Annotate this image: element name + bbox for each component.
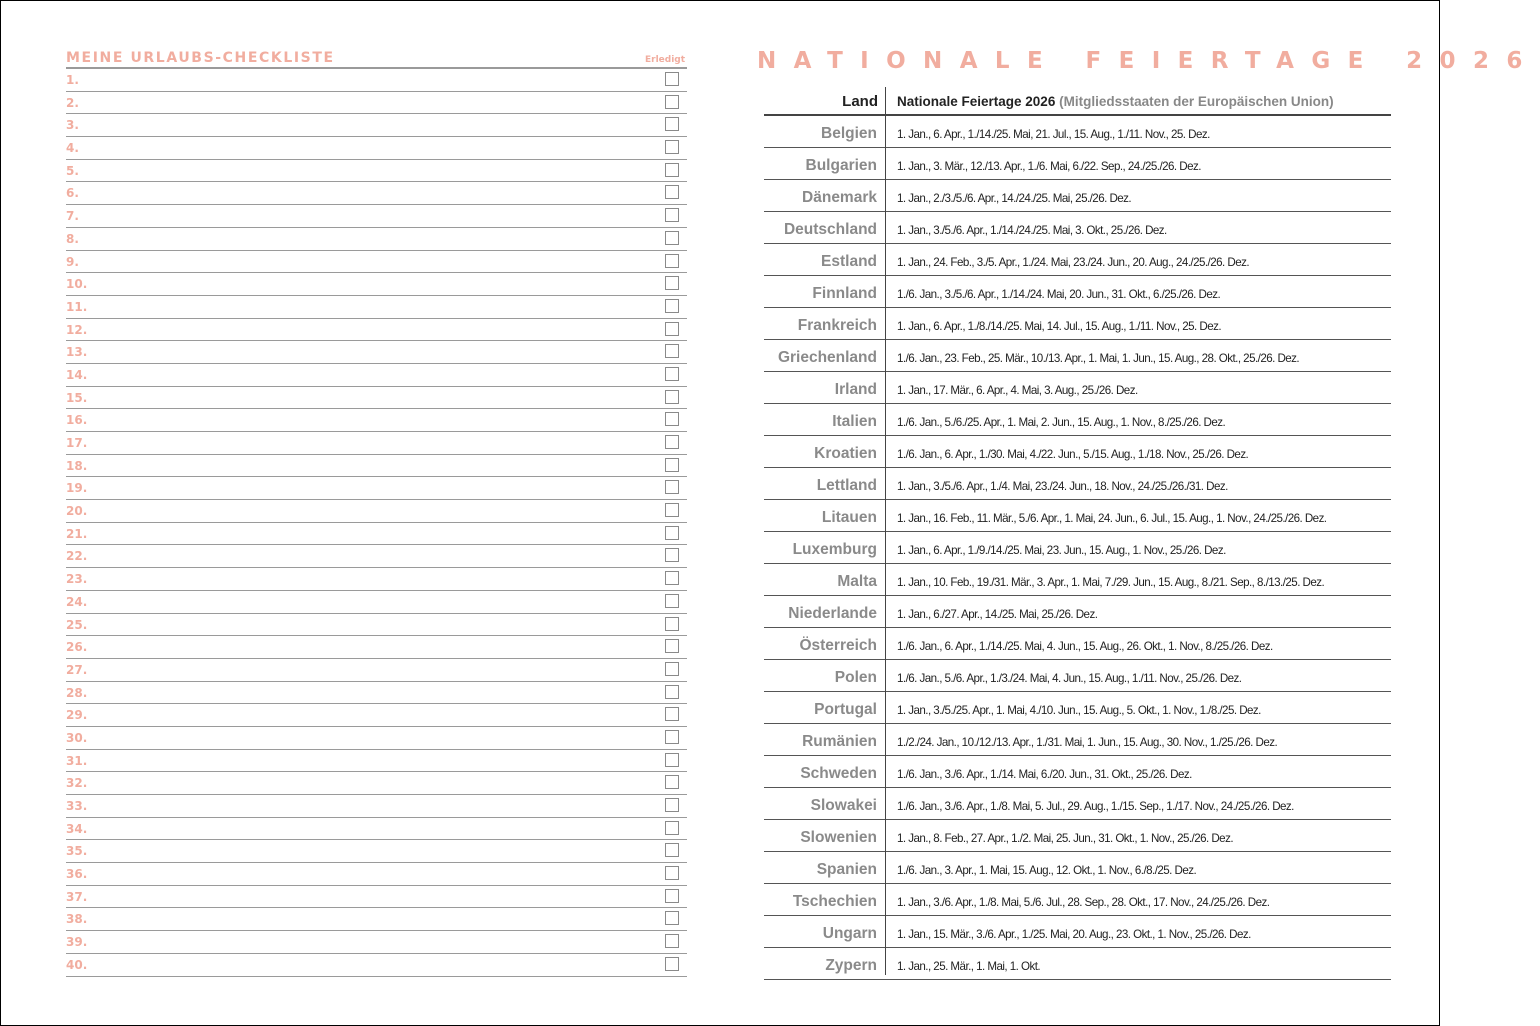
checklist-item xyxy=(66,908,687,931)
done-checkbox[interactable] xyxy=(665,753,679,767)
done-checkbox[interactable] xyxy=(665,299,679,313)
table-row xyxy=(764,340,1391,372)
holiday-dates: 1. Jan., 24. Feb., 3./5. Apr., 1./24. Mai, 23./24. Jun., 20. Aug., 24./25./26. Dez. xyxy=(897,256,1250,269)
header-dates-main: Nationale Feiertage 2026 xyxy=(897,94,1056,109)
checklist-item xyxy=(66,455,687,478)
holidays-table xyxy=(764,87,1391,980)
table-column-divider xyxy=(885,87,886,975)
done-checkbox[interactable] xyxy=(665,367,679,381)
header-country: Land xyxy=(842,93,878,110)
holiday-dates: 1. Jan., 6./27. Apr., 14./25. Mai, 25./26. Dez. xyxy=(897,608,1098,621)
country-name: Spanien xyxy=(816,861,877,878)
table-row xyxy=(764,116,1391,148)
done-checkbox[interactable] xyxy=(665,322,679,336)
header-dates-note: (Mitgliedsstaaten der Europäischen Union) xyxy=(1059,94,1334,109)
checklist-item xyxy=(66,704,687,727)
checklist-item xyxy=(66,886,687,909)
checklist-item xyxy=(66,772,687,795)
done-checkbox[interactable] xyxy=(665,344,679,358)
checklist-item xyxy=(66,114,687,137)
checklist-item-number: 24. xyxy=(66,594,88,609)
holiday-dates: 1. Jan., 8. Feb., 27. Apr., 1./2. Mai, 25. Jun., 31. Okt., 1. Nov., 25./26. Dez. xyxy=(897,832,1234,845)
table-row xyxy=(764,372,1391,404)
country-name: Zypern xyxy=(825,957,877,974)
done-checkbox[interactable] xyxy=(665,458,679,472)
table-row xyxy=(764,532,1391,564)
checklist-item-number: 17. xyxy=(66,436,88,450)
checklist-item-number: 35. xyxy=(66,844,88,859)
country-name: Tschechien xyxy=(792,893,877,910)
done-checkbox[interactable] xyxy=(665,117,679,131)
checklist-item xyxy=(66,863,687,886)
table-row xyxy=(764,244,1391,276)
country-name: Griechenland xyxy=(777,349,877,366)
table-row xyxy=(764,308,1391,340)
holiday-dates: 1. Jan., 17. Mär., 6. Apr., 4. Mai, 3. Aug., 25./26. Dez. xyxy=(897,384,1138,397)
holiday-dates: 1. Jan., 15. Mär., 3./6. Apr., 1./25. Mai, 20. Aug., 23. Okt., 1. Nov., 25./26. Dez. xyxy=(897,928,1251,941)
checklist-item-number: 38. xyxy=(66,912,88,927)
checklist-item-number: 7. xyxy=(66,209,79,224)
country-name: Frankreich xyxy=(797,317,877,334)
country-name: Niederlande xyxy=(788,605,877,622)
checklist-item xyxy=(66,182,687,205)
table-row xyxy=(764,916,1391,948)
table-row xyxy=(764,628,1391,660)
done-checkbox[interactable] xyxy=(665,503,679,517)
checklist-item xyxy=(66,69,687,92)
country-name: Malta xyxy=(837,573,877,590)
holiday-dates: 1. Jan., 3. Mär., 12./13. Apr., 1./6. Mai, 6./22. Sep., 24./25./26. Dez. xyxy=(897,160,1201,173)
country-name: Estland xyxy=(821,253,877,270)
checklist-item-number: 19. xyxy=(66,481,88,496)
checklist-item xyxy=(66,727,687,750)
done-checkbox[interactable] xyxy=(665,639,679,653)
holiday-dates: 1. Jan., 16. Feb., 11. Mär., 5./6. Apr., 1. Mai, 24. Jun., 6. Jul., 15. Aug., 1. Nov., 24./25./26. Dez. xyxy=(897,512,1327,525)
holiday-dates: 1./2./24. Jan., 10./12./13. Apr., 1./31. Mai, 1. Jun., 15. Aug., 30. Nov., 1./25./26. Dez. xyxy=(897,736,1278,749)
done-checkbox[interactable] xyxy=(665,594,679,608)
holiday-dates: 1. Jan., 3./5./6. Apr., 1./14./24./25. Mai, 3. Okt., 25./26. Dez. xyxy=(897,224,1167,237)
checklist-item xyxy=(66,523,687,546)
checklist-item xyxy=(66,614,687,637)
table-row xyxy=(764,596,1391,628)
done-checkbox[interactable] xyxy=(665,526,679,540)
done-checkbox[interactable] xyxy=(665,276,679,290)
done-checkbox[interactable] xyxy=(665,231,679,245)
done-checkbox[interactable] xyxy=(665,707,679,721)
table-row xyxy=(764,724,1391,756)
checklist-item-number: 6. xyxy=(66,186,79,201)
checklist-item xyxy=(66,682,687,705)
done-checkbox[interactable] xyxy=(665,185,679,199)
header-dates xyxy=(897,94,1334,109)
checklist-item xyxy=(66,636,687,659)
country-name: Bulgarien xyxy=(805,157,877,174)
done-checkbox[interactable] xyxy=(665,548,679,562)
done-checkbox[interactable] xyxy=(665,798,679,812)
checklist-item-number: 21. xyxy=(66,526,88,541)
checklist-item-number: 27. xyxy=(66,662,88,677)
table-row xyxy=(764,212,1391,244)
checklist-item xyxy=(66,160,687,183)
holiday-dates: 1./6. Jan., 6. Apr., 1./30. Mai, 4./22. Jun., 5./15. Aug., 1./18. Nov., 25./26. Dez. xyxy=(897,448,1249,461)
done-checkbox[interactable] xyxy=(665,617,679,631)
holiday-dates: 1. Jan., 6. Apr., 1./14./25. Mai, 21. Jul., 15. Aug., 1./11. Nov., 25. Dez. xyxy=(897,128,1210,141)
checklist-item xyxy=(66,840,687,863)
country-name: Polen xyxy=(834,669,877,686)
holidays-table-header xyxy=(764,87,1391,116)
holidays-table-body xyxy=(764,116,1391,980)
done-checkbox[interactable] xyxy=(665,911,679,925)
country-name: Ungarn xyxy=(822,925,877,942)
table-row xyxy=(764,788,1391,820)
checklist-item xyxy=(66,364,687,387)
checklist-item xyxy=(66,500,687,523)
country-name: Irland xyxy=(834,381,877,398)
checklist-item-number: 18. xyxy=(66,458,88,473)
checklist-item-number: 12. xyxy=(66,322,88,337)
table-row xyxy=(764,436,1391,468)
country-name: Österreich xyxy=(799,637,877,654)
done-checkbox[interactable] xyxy=(665,571,679,585)
checklist-item-number: 37. xyxy=(66,889,88,904)
checklist-item-number: 10. xyxy=(66,277,88,292)
checklist-item xyxy=(66,432,687,455)
table-row xyxy=(764,564,1391,596)
checklist-item xyxy=(66,818,687,841)
checklist-item xyxy=(66,341,687,364)
done-checkbox[interactable] xyxy=(665,662,679,676)
table-row xyxy=(764,276,1391,308)
holiday-dates: 1./6. Jan., 3./5./6. Apr., 1./14./24. Mai, 20. Jun., 31. Okt., 6./25./26. Dez. xyxy=(897,288,1221,301)
holiday-dates: 1./6. Jan., 3./6. Apr., 1./8. Mai, 5. Jul., 29. Aug., 1./15. Sep., 1./17. Nov., 24./25./26. Dez. xyxy=(897,800,1294,813)
done-checkbox[interactable] xyxy=(665,685,679,699)
checklist-item xyxy=(66,659,687,682)
done-column-label: Erledigt xyxy=(645,55,686,65)
holiday-dates: 1. Jan., 6. Apr., 1./9./14./25. Mai, 23. Jun., 15. Aug., 1. Nov., 25./26. Dez. xyxy=(897,544,1226,557)
done-checkbox[interactable] xyxy=(665,934,679,948)
checklist-item xyxy=(66,795,687,818)
checklist-item-number: 32. xyxy=(66,776,88,791)
checklist-item-number: 29. xyxy=(66,708,88,723)
country-name: Portugal xyxy=(814,701,877,718)
checklist-title: MEINE URLAUBS-CHECKLISTE xyxy=(66,50,335,66)
checklist-item xyxy=(66,228,687,251)
done-checkbox[interactable] xyxy=(665,95,679,109)
country-name: Finnland xyxy=(812,285,877,302)
table-row xyxy=(764,756,1391,788)
checklist-item xyxy=(66,931,687,954)
checklist-item-number: 11. xyxy=(66,299,88,314)
checklist-item-number: 30. xyxy=(66,730,88,745)
checklist-item-number: 1. xyxy=(66,73,79,87)
checklist-item-number: 20. xyxy=(66,504,88,519)
holiday-dates: 1. Jan., 3./5./6. Apr., 1./4. Mai, 23./24. Jun., 18. Nov., 24./25./26./31. Dez. xyxy=(897,480,1228,493)
table-row xyxy=(764,500,1391,532)
holiday-dates: 1. Jan., 3./6. Apr., 1./8. Mai, 5./6. Jul., 28. Sep., 28. Okt., 17. Nov., 24./25./26. Dez. xyxy=(897,896,1270,909)
done-checkbox[interactable] xyxy=(665,730,679,744)
table-row xyxy=(764,468,1391,500)
done-checkbox[interactable] xyxy=(665,412,679,426)
checklist-item xyxy=(66,387,687,410)
checklist-item-number: 13. xyxy=(66,345,88,360)
checklist-item-number: 5. xyxy=(66,163,79,178)
checklist-item-number: 9. xyxy=(66,254,79,269)
country-name: Kroatien xyxy=(814,445,877,462)
done-checkbox[interactable] xyxy=(665,390,679,404)
checklist-item xyxy=(66,568,687,591)
country-name: Lettland xyxy=(816,477,877,494)
holiday-dates: 1./6. Jan., 6. Apr., 1./14./25. Mai, 4. Jun., 15. Aug., 26. Okt., 1. Nov., 8./25./26. Dez. xyxy=(897,640,1273,653)
country-name: Belgien xyxy=(821,125,877,142)
done-checkbox[interactable] xyxy=(665,821,679,835)
country-name: Schweden xyxy=(800,765,877,782)
done-checkbox[interactable] xyxy=(665,843,679,857)
checklist-item-number: 36. xyxy=(66,867,88,882)
holiday-dates: 1./6. Jan., 23. Feb., 25. Mär., 10./13. Apr., 1. Mai, 1. Jun., 15. Aug., 28. Okt., 25./26. Dez. xyxy=(897,352,1300,365)
holiday-dates: 1./6. Jan., 5./6./25. Apr., 1. Mai, 2. Jun., 15. Aug., 1. Nov., 8./25./26. Dez. xyxy=(897,416,1226,429)
table-row xyxy=(764,404,1391,436)
done-checkbox[interactable] xyxy=(665,72,679,86)
country-name: Dänemark xyxy=(802,189,877,206)
table-row xyxy=(764,820,1391,852)
done-checkbox[interactable] xyxy=(665,435,679,449)
checklist xyxy=(66,69,687,977)
holiday-dates: 1./6. Jan., 5./6. Apr., 1./3./24. Mai, 4. Jun., 15. Aug., 1./11. Nov., 25./26. Dez. xyxy=(897,672,1242,685)
holidays-title: NATIONALE FEIERTAGE 2026 xyxy=(757,48,1540,74)
table-row xyxy=(764,148,1391,180)
checklist-item xyxy=(66,137,687,160)
checklist-item-number: 3. xyxy=(66,118,79,133)
table-row xyxy=(764,180,1391,212)
holiday-dates: 1. Jan., 10. Feb., 19./31. Mär., 3. Apr., 1. Mai, 7./29. Jun., 15. Aug., 8./21. Sep., 8./13./25. Dez. xyxy=(897,576,1325,589)
checklist-item-number: 31. xyxy=(66,753,88,768)
checklist-item-number: 15. xyxy=(66,390,88,405)
done-checkbox[interactable] xyxy=(665,163,679,177)
checklist-item xyxy=(66,409,687,432)
checklist-item xyxy=(66,750,687,773)
checklist-item xyxy=(66,477,687,500)
checklist-item-number: 2. xyxy=(66,95,79,110)
holiday-dates: 1./6. Jan., 3./6. Apr., 1./14. Mai, 6./20. Jun., 31. Okt., 25./26. Dez. xyxy=(897,768,1192,781)
checklist-item xyxy=(66,251,687,274)
checklist-item-number: 28. xyxy=(66,685,88,700)
holiday-dates: 1. Jan., 6. Apr., 1./8./14./25. Mai, 14. Jul., 15. Aug., 1./11. Nov., 25. Dez. xyxy=(897,320,1222,333)
done-checkbox[interactable] xyxy=(665,480,679,494)
table-row xyxy=(764,948,1391,980)
checklist-item xyxy=(66,205,687,228)
checklist-item xyxy=(66,545,687,568)
checklist-item-number: 25. xyxy=(66,617,88,632)
checklist-item-number: 40. xyxy=(66,957,88,972)
country-name: Litauen xyxy=(821,509,877,526)
checklist-item-number: 16. xyxy=(66,413,88,428)
holiday-dates: 1. Jan., 3./5./25. Apr., 1. Mai, 4./10. Jun., 15. Aug., 5. Okt., 1. Nov., 1./8./25. Dez. xyxy=(897,704,1261,717)
done-checkbox[interactable] xyxy=(665,957,679,971)
checklist-item-number: 22. xyxy=(66,549,88,564)
checklist-item xyxy=(66,954,687,977)
country-name: Deutschland xyxy=(783,221,877,238)
table-row xyxy=(764,692,1391,724)
checklist-item-number: 4. xyxy=(66,141,79,156)
done-checkbox[interactable] xyxy=(665,140,679,154)
checklist-item xyxy=(66,591,687,614)
checklist-item-number: 8. xyxy=(66,231,79,246)
checklist-item-number: 39. xyxy=(66,935,88,950)
done-checkbox[interactable] xyxy=(665,208,679,222)
country-name: Slowakei xyxy=(810,797,877,814)
done-checkbox[interactable] xyxy=(665,889,679,903)
holiday-dates: 1. Jan., 2./3./5./6. Apr., 14./24./25. Mai, 25./26. Dez. xyxy=(897,192,1132,205)
holiday-dates: 1. Jan., 25. Mär., 1. Mai, 1. Okt. xyxy=(897,960,1041,973)
checklist-item-number: 26. xyxy=(66,640,88,655)
checklist-item-number: 34. xyxy=(66,821,88,836)
done-checkbox[interactable] xyxy=(665,254,679,268)
table-row xyxy=(764,852,1391,884)
table-row xyxy=(764,660,1391,692)
checklist-item xyxy=(66,319,687,342)
table-row xyxy=(764,884,1391,916)
country-name: Slowenien xyxy=(800,829,877,846)
checklist-item xyxy=(66,92,687,115)
checklist-item-number: 14. xyxy=(66,367,88,382)
country-name: Luxemburg xyxy=(792,541,877,558)
done-checkbox[interactable] xyxy=(665,775,679,789)
checklist-item-number: 33. xyxy=(66,799,88,813)
holiday-dates: 1./6. Jan., 3. Apr., 1. Mai, 15. Aug., 12. Okt., 1. Nov., 6./8./25. Dez. xyxy=(897,864,1197,877)
checklist-item xyxy=(66,273,687,296)
checklist-item-number: 23. xyxy=(66,572,88,587)
country-name: Italien xyxy=(832,413,877,430)
checklist-item xyxy=(66,296,687,319)
country-name: Rumänien xyxy=(802,733,877,750)
done-checkbox[interactable] xyxy=(665,866,679,880)
